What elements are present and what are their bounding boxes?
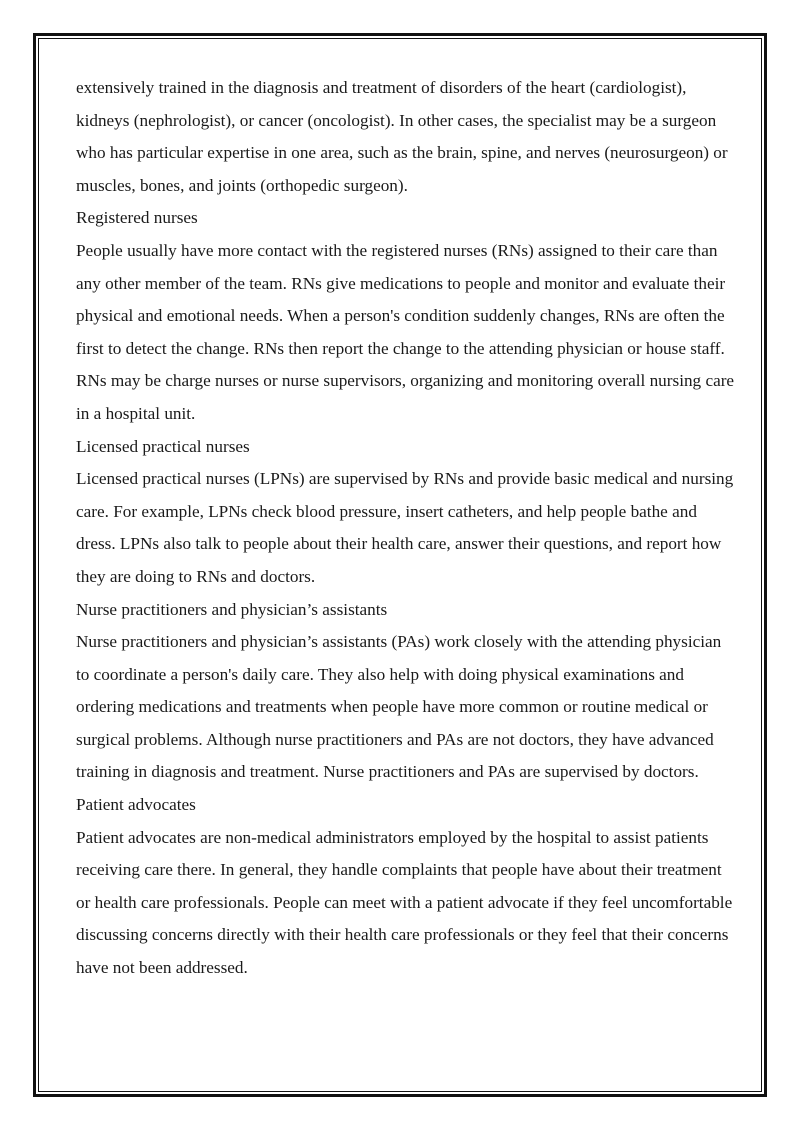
- paragraph-specialists-continued: extensively trained in the diagnosis and treatment of disorders of the heart (cardiologist), kidneys (nephrologist), or cancer (oncologist). In other cases, the specialist may be a surgeon who has particular expertise in one area, such as the brain, spine, and nerves (neurosurgeon) or muscles, bones, and joints (orthopedic surgeon).: [76, 78, 728, 195]
- paragraph-registered-nurses: People usually have more contact with the registered nurses (RNs) assigned to their care than any other member of the team. RNs give medications to people and monitor and evaluate their physical and emotional needs. When a person's condition suddenly changes, RNs are often the first to detect the change. RNs then report the change to the attending physician or house staff. RNs may be charge nurses or nurse supervisors, organizing and monitoring overall nursing care in a hospital unit.: [76, 240, 735, 423]
- heading-licensed-practical-nurses: Licensed practical nurses: [76, 436, 250, 456]
- paragraph-patient-advocates: Patient advocates are non-medical administrators employed by the hospital to assist patients receiving care there. In general, they handle complaints that people have about their treatment or health care professionals. People can meet with a patient advocate if they feel uncomfortable discussing concerns directly with their health care professionals or they feel that their concerns have not been addressed.: [76, 827, 733, 978]
- paragraph-nurse-practitioners: Nurse practitioners and physician’s assistants (PAs) work closely with the attending physician to coordinate a person's daily care. They also help with doing physical examinations and ordering medications and treatments when people have more common or routine medical or surgical problems. Although nurse practitioners and PAs are not doctors, they have advanced training in diagnosis and treatment. Nurse practitioners and PAs are supervised by doctors.: [76, 632, 722, 782]
- document-body: [76, 72, 736, 985]
- heading-nurse-practitioners: Nurse practitioners and physician’s assistants: [76, 599, 388, 619]
- heading-patient-advocates: Patient advocates: [76, 795, 196, 815]
- heading-registered-nurses: Registered nurses: [76, 208, 198, 228]
- paragraph-licensed-practical-nurses: Licensed practical nurses (LPNs) are supervised by RNs and provide basic medical and nursing care. For example, LPNs check blood pressure, insert catheters, and help people bathe and dress. LPNs also talk to people about their health care, answer their questions, and report how they are doing to RNs and doctors.: [76, 469, 734, 586]
